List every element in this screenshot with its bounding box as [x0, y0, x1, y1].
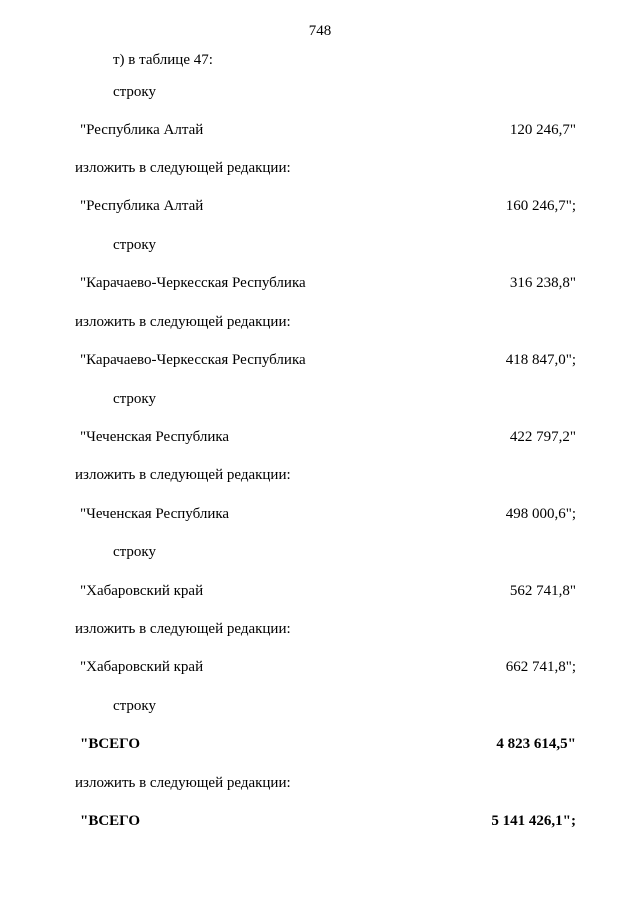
- table-row: [0, 504, 640, 524]
- table-row: [0, 657, 640, 677]
- instruction-line: [0, 158, 640, 178]
- instruction-line: [0, 465, 640, 485]
- total-label: "ВСЕГО: [80, 736, 141, 752]
- subheading-text: строку: [113, 544, 156, 560]
- table-row: [0, 273, 640, 293]
- subheading-line: [0, 542, 640, 562]
- instruction-text: изложить в следующей редакции:: [75, 314, 291, 330]
- instruction-line: [0, 619, 640, 639]
- subheading-line: [0, 389, 640, 409]
- total-label: "ВСЕГО: [80, 813, 141, 829]
- page-number: 748: [308, 23, 332, 39]
- subheading-text: строку: [113, 237, 156, 253]
- total-row: [0, 734, 640, 754]
- table-row: [0, 350, 640, 370]
- intro-line: [0, 50, 640, 70]
- subheading-text: строку: [113, 84, 156, 100]
- row-name: "Карачаево-Черкесская Республика: [80, 352, 306, 368]
- row-name: "Чеченская Республика: [80, 506, 230, 522]
- subheading-text: строку: [113, 698, 156, 714]
- instruction-line: [0, 773, 640, 793]
- row-value: 562 741,8": [509, 583, 576, 599]
- instruction-text: изложить в следующей редакции:: [75, 775, 291, 791]
- row-value: 160 246,7";: [505, 198, 576, 214]
- row-value: 316 238,8": [509, 275, 576, 291]
- row-value: 422 797,2": [509, 429, 576, 445]
- row-name: "Республика Алтай: [80, 198, 204, 214]
- subheading-line: [0, 696, 640, 716]
- instruction-text: изложить в следующей редакции:: [75, 467, 291, 483]
- row-value: 498 000,6";: [505, 506, 576, 522]
- total-value: 5 141 426,1";: [491, 813, 576, 829]
- subheading-line: [0, 82, 640, 102]
- instruction-text: изложить в следующей редакции:: [75, 621, 291, 637]
- row-value: 662 741,8";: [505, 659, 576, 675]
- row-name: "Республика Алтай: [80, 122, 204, 138]
- instruction-line: [0, 312, 640, 332]
- row-name: "Карачаево-Черкесская Республика: [80, 275, 306, 291]
- row-name: "Чеченская Республика: [80, 429, 230, 445]
- table-row: [0, 427, 640, 447]
- table-row: [0, 120, 640, 140]
- row-name: "Хабаровский край: [80, 583, 204, 599]
- table-row: [0, 196, 640, 216]
- row-value: 418 847,0";: [505, 352, 576, 368]
- instruction-text: изложить в следующей редакции:: [75, 160, 291, 176]
- subheading-line: [0, 235, 640, 255]
- total-row: [0, 811, 640, 831]
- intro-text: т) в таблице 47:: [113, 52, 213, 68]
- subheading-text: строку: [113, 391, 156, 407]
- row-name: "Хабаровский край: [80, 659, 204, 675]
- row-value: 120 246,7": [509, 122, 576, 138]
- total-value: 4 823 614,5": [496, 736, 576, 752]
- table-row: [0, 581, 640, 601]
